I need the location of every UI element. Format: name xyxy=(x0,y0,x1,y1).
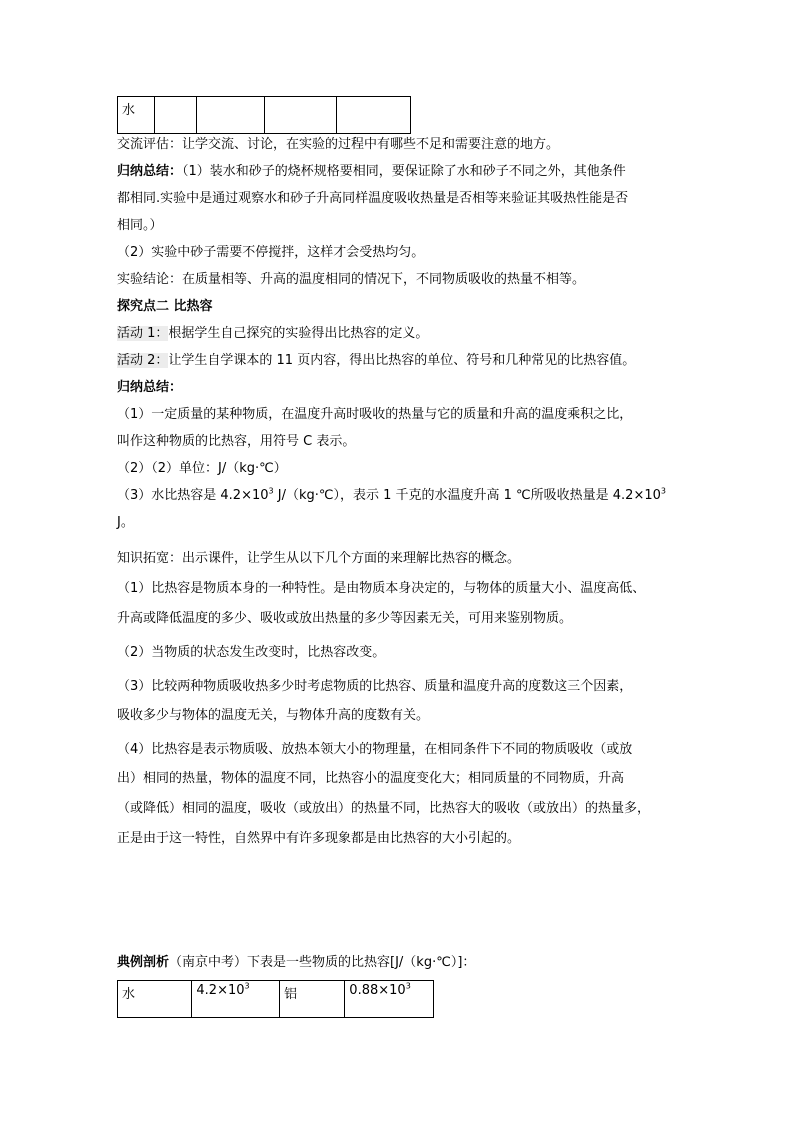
text-line: （3）比较两种物质吸收热多少时考虑物质的比热容、质量和温度升高的度数这三个因素， xyxy=(117,679,633,694)
text-span: （3）水比热容是 4.2×10 xyxy=(117,488,269,503)
superscript: 3 xyxy=(244,981,250,991)
table-cell: 水 xyxy=(118,97,155,134)
text-line xyxy=(117,325,428,343)
data-table-top xyxy=(117,96,411,134)
text-line: （2）（2）单位：J/（kg·℃） xyxy=(117,461,287,476)
text-line: J。 xyxy=(117,515,134,530)
superscript: 3 xyxy=(268,486,274,496)
text-line: 叫作这种物质的比热容，用符号 C 表示。 xyxy=(117,434,356,449)
text-line: （1）一定质量的某种物质，在温度升高时吸收的热量与它的质量和升高的温度乘积之比， xyxy=(117,407,633,422)
text-line xyxy=(117,163,626,181)
superscript: 3 xyxy=(660,486,666,496)
text-line: 交流评估：让学交流、讨论，在实验的过程中有哪些不足和需要注意的地方。 xyxy=(117,137,560,152)
section-label: 典例剖析 xyxy=(117,955,170,970)
text-line: 相同。） xyxy=(117,218,163,233)
table-row xyxy=(118,981,434,1018)
text-line: 正是由于这一特性，自然界中有许多现象都是由比热容的大小引起的。 xyxy=(117,831,521,846)
text-span: 4.2×10 xyxy=(196,983,245,998)
table-cell xyxy=(345,981,434,1018)
text-line: （2）实验中砂子需要不停搅拌，这样才会受热均匀。 xyxy=(117,245,425,260)
text-span: J/（kg·℃），表示 1 千克的水温度升高 1 ℃所吸收热量是 4.2×10 xyxy=(273,488,661,503)
text-line: （4）比热容是表示物质吸、放热本领大小的物理量，在相同条件下不同的物质吸收（或放 xyxy=(117,742,633,757)
text-span: （南京中考）下表是一些物质的比热容[J/（kg·℃）]： xyxy=(169,955,476,970)
superscript: 3 xyxy=(405,981,411,991)
table-cell xyxy=(192,981,280,1018)
text-line: 知识拓宽：出示课件，让学生从以下几个方面的来理解比热容的概念。 xyxy=(117,551,521,566)
text-line: 吸收多少与物体的温度无关，与物体升高的度数有关。 xyxy=(117,708,430,723)
activity-label: 活动 1： xyxy=(117,326,169,341)
activity-label: 活动 2： xyxy=(117,353,169,368)
text-line xyxy=(117,352,635,370)
data-table-specific-heat xyxy=(117,980,434,1018)
table-cell xyxy=(197,97,265,134)
section-label: 归纳总结： xyxy=(117,164,183,179)
text-line: 升高或降低温度的多少、吸收或放出热量的多少等因素无关，可用来鉴别物质。 xyxy=(117,611,573,626)
table-cell xyxy=(154,97,196,134)
text-line: 实验结论：在质量相等、升高的温度相同的情况下，不同物质吸收的热量不相等。 xyxy=(117,272,586,287)
text-span: 根据学生自己探究的实验得出比热容的定义。 xyxy=(168,326,429,341)
text-line xyxy=(117,487,666,505)
section-heading: 探究点二 比热容 xyxy=(117,299,213,314)
text-line: （或降低）相同的温度，吸收（或放出）的热量不同，比热容大的吸收（或放出）的热量多， xyxy=(117,801,651,816)
text-span: 0.88×10 xyxy=(349,983,406,998)
table-cell xyxy=(337,97,411,134)
text-line: 都相同.实验中是通过观察水和砂子升高同样温度吸收热量是否相等来验证其吸热性能是否 xyxy=(117,191,629,206)
text-line: （1）比热容是物质本身的一种特性。是由物质本身决定的，与物体的质量大小、温度高低、 xyxy=(117,581,646,596)
table-cell xyxy=(265,97,337,134)
text-span: （1）装水和砂子的烧杯规格要相同，要保证除了水和砂子不同之外，其他条件 xyxy=(182,164,626,179)
table-cell: 水 xyxy=(118,981,192,1018)
text-line: 出）相同的热量，物体的温度不同，比热容小的温度变化大；相同质量的不同物质，升高 xyxy=(117,771,625,786)
table-row xyxy=(118,97,411,134)
table-cell: 铝 xyxy=(280,981,345,1018)
text-span: 让学生自学课本的 11 页内容，得出比热容的单位、符号和几种常见的比热容值。 xyxy=(168,353,636,368)
text-line: （2）当物质的状态发生改变时，比热容改变。 xyxy=(117,645,386,660)
text-line xyxy=(117,954,475,972)
section-label: 归纳总结： xyxy=(117,380,183,395)
